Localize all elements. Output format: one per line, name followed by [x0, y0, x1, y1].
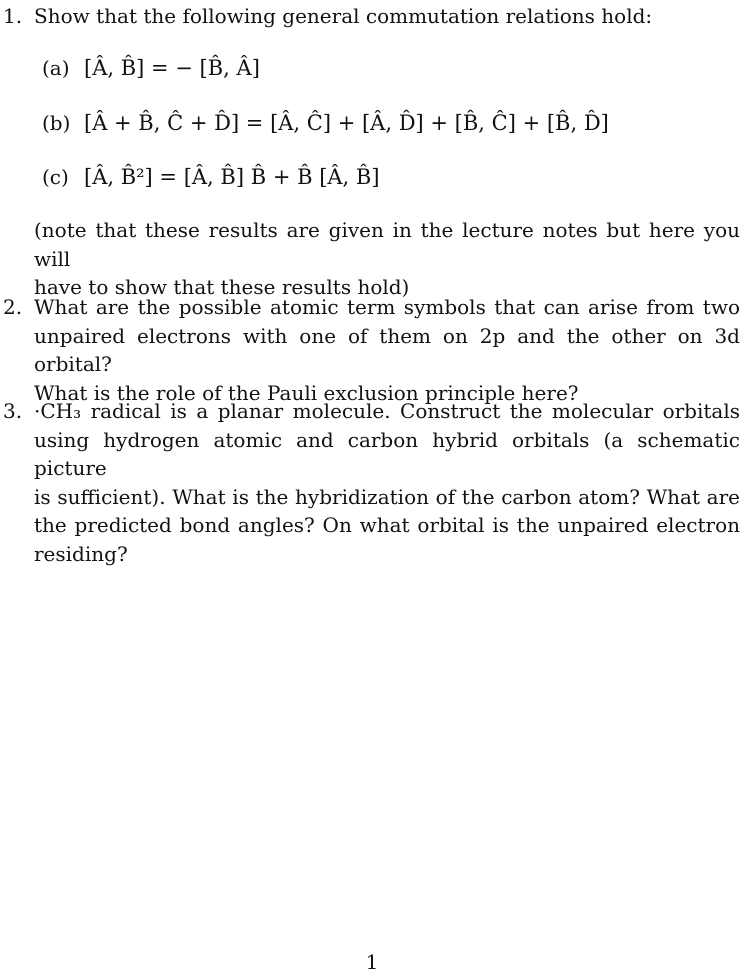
q2-number: 2.: [3, 295, 23, 319]
q1-part-c-equation: [Â, B̂²] = [Â, B̂] B̂ + B̂ [Â, B̂]: [84, 165, 380, 189]
q3-line-5: residing?: [34, 541, 128, 566]
q1-note: [34, 216, 740, 302]
q3-line-3: is sufficient). What is the hybridization of the carbon atom? What are: [34, 484, 740, 509]
q3-number: 3.: [3, 399, 23, 423]
q1-part-b-label: (b): [42, 111, 71, 135]
page-number: 1: [365, 950, 379, 974]
q3-line-4: the predicted bond angles? On what orbital is the unpaired electron: [34, 513, 740, 537]
q1-note-line-2: have to show that these results hold): [34, 275, 410, 299]
q1-part-a-label: (a): [42, 56, 70, 80]
q1-number: 1.: [3, 4, 23, 28]
q1-intro: Show that the following general commutation relations hold:: [34, 4, 653, 28]
q1-part-c-label: (c): [42, 165, 69, 189]
q3-line-1: ·CH₃ radical is a planar molecule. Construct the molecular orbitals: [34, 399, 740, 423]
q2-text: [34, 293, 740, 407]
q2-line-1: What are the possible atomic term symbols that can arise from two: [34, 295, 740, 319]
q3-text: [34, 397, 740, 568]
q1-part-a-equation: [Â, B̂] = − [B̂, Â]: [84, 56, 260, 80]
q1-part-b-equation: [Â + B̂, Ĉ + D̂] = [Â, Ĉ] + [Â, D̂] + [B̂, Ĉ] + [B̂, D̂]: [84, 111, 609, 135]
q1-note-line-1: (note that these results are given in the lecture notes but here you will: [34, 218, 740, 271]
q2-line-2: unpaired electrons with one of them on 2p and the other on 3d orbital?: [34, 323, 740, 376]
q2-line-3: What is the role of the Pauli exclusion principle here?: [34, 380, 579, 405]
q3-line-2: using hydrogen atomic and carbon hybrid orbitals (a schematic picture: [34, 427, 740, 480]
